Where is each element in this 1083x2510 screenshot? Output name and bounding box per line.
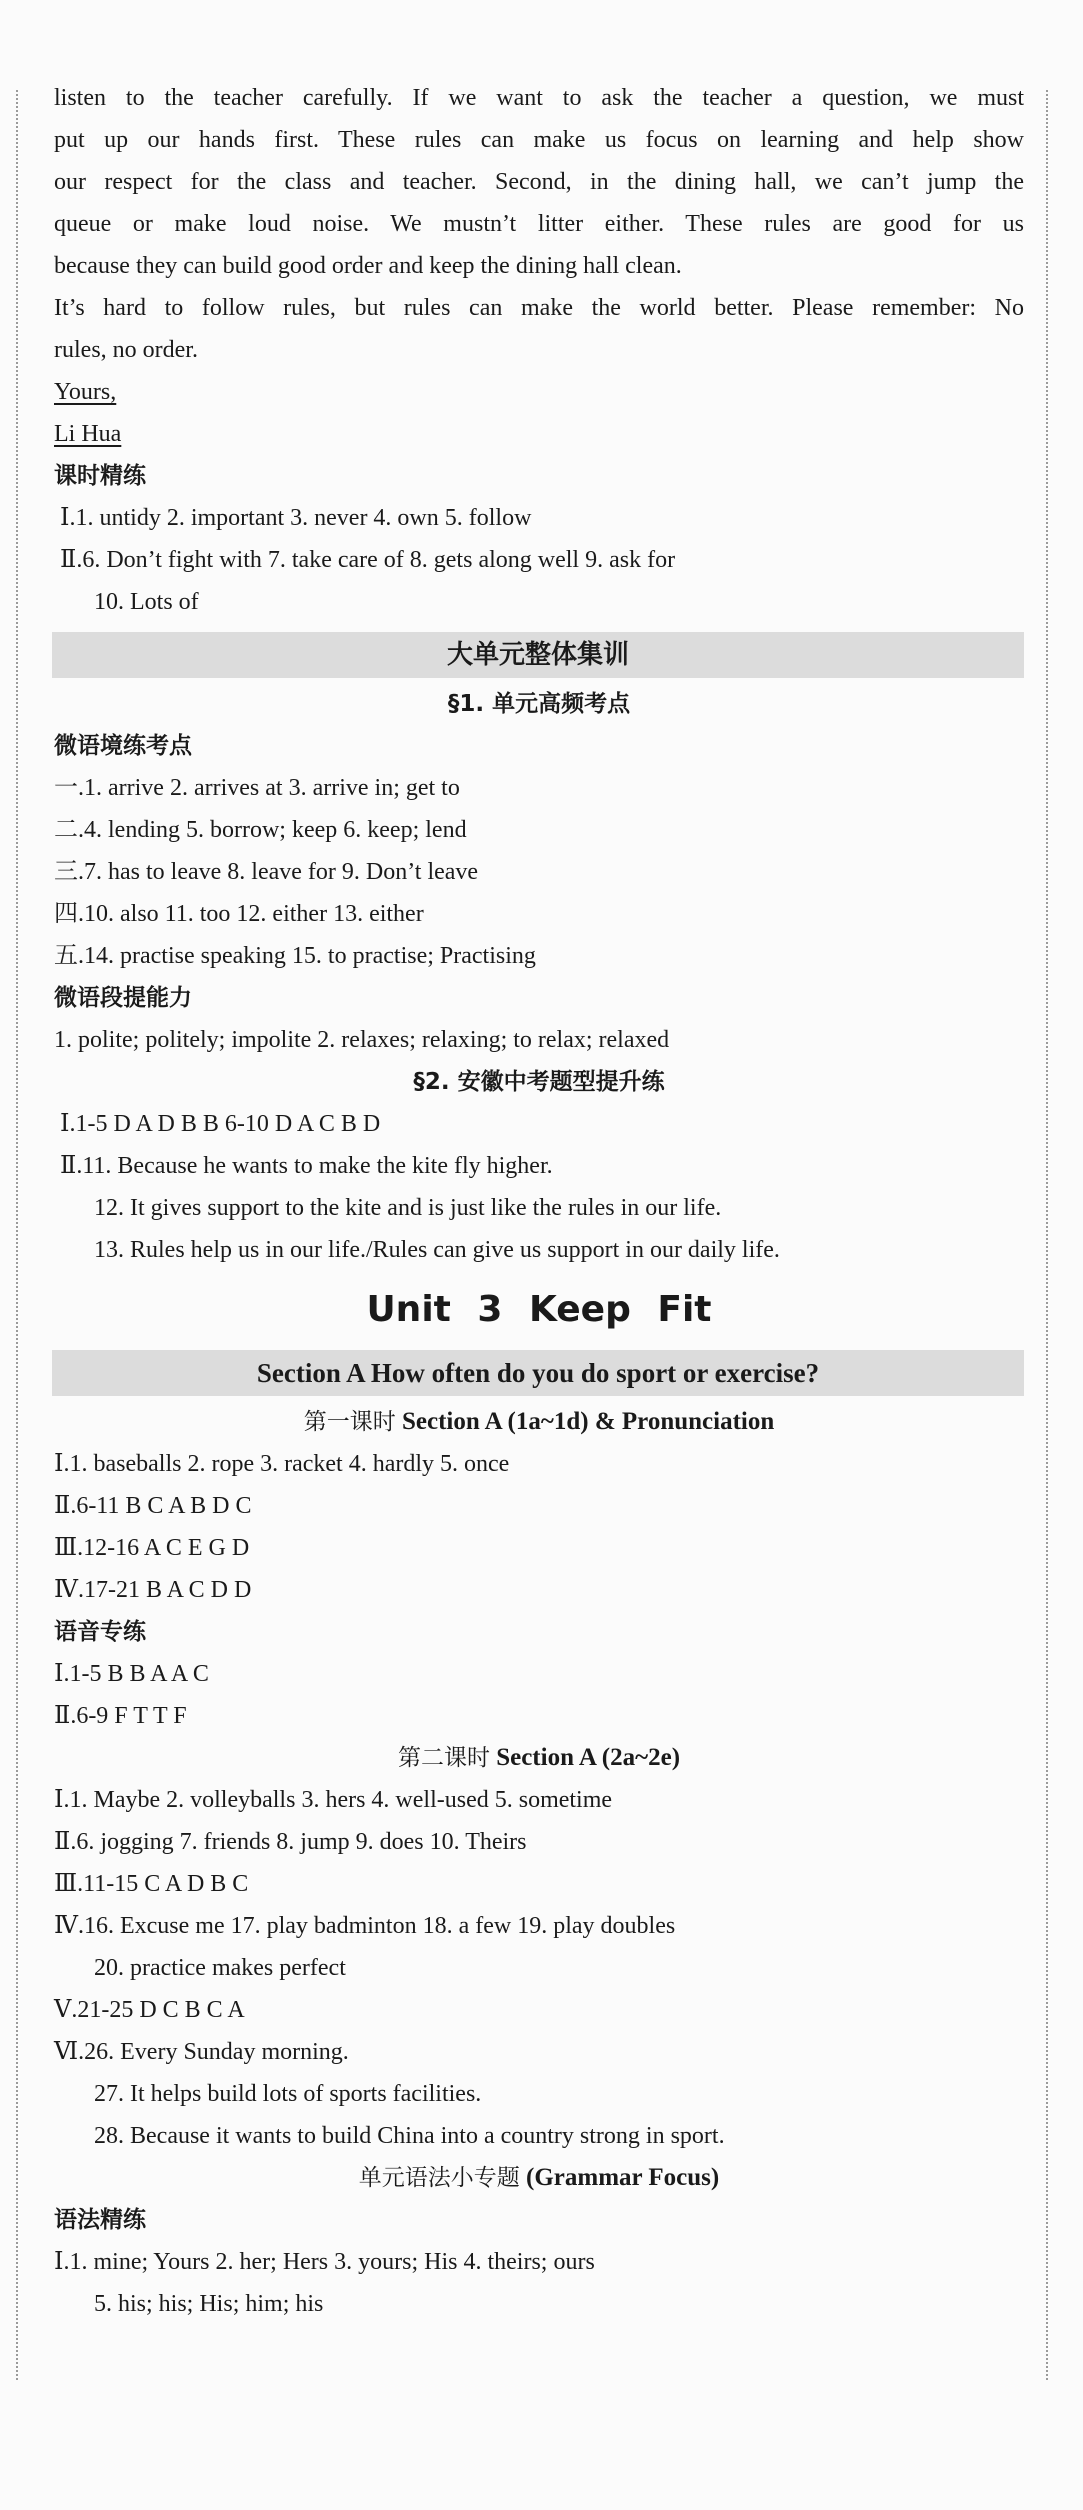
answer-row: 20. practice makes perfect bbox=[94, 1955, 346, 1981]
answer-row: 三.7. has to leave 8. leave for 9. Don’t leave bbox=[54, 859, 479, 885]
answer-row: Ⅲ.12-16 A C E G D bbox=[54, 1535, 250, 1561]
unit-review-banner: 大单元整体集训 bbox=[52, 632, 1024, 678]
section-heading: 课时精练 bbox=[54, 463, 146, 489]
answer-row: 五.14. practise speaking 15. to practise; Practising bbox=[54, 943, 536, 969]
answer-row: Ⅱ.6-9 F T T F bbox=[54, 1703, 187, 1729]
answer-row: Ⅱ.6. jogging 7. friends 8. jump 9. does 10. Theirs bbox=[54, 1829, 527, 1855]
answer-row: 28. Because it wants to build China into a country strong in sport. bbox=[94, 2123, 725, 2149]
lesson-title-cn: 第一课时 bbox=[303, 1409, 396, 1435]
letter-line: It’s hard to follow rules, but rules can make the world better. Please remember: No bbox=[54, 295, 1024, 321]
answer-row: Ⅰ.1. mine; Yours 2. her; Hers 3. yours; His 4. theirs; ours bbox=[54, 2249, 595, 2275]
answer-row: Ⅰ.1. baseballs 2. rope 3. racket 4. hardly 5. once bbox=[54, 1451, 510, 1477]
answer-row: Ⅲ.11-15 C A D B C bbox=[54, 1871, 249, 1897]
section-heading: 微语境练考点 bbox=[54, 733, 192, 759]
answer-row: 10. Lots of bbox=[94, 589, 199, 615]
section-heading: 语法精练 bbox=[54, 2207, 146, 2233]
answer-row: 一.1. arrive 2. arrives at 3. arrive in; get to bbox=[54, 775, 460, 801]
right-dotted-margin bbox=[1046, 90, 1048, 2380]
lesson-title-cn: 第二课时 bbox=[397, 1745, 490, 1771]
grammar-title-en: (Grammar Focus) bbox=[526, 2164, 720, 2191]
answer-row: Ⅳ.16. Excuse me 17. play badminton 18. a few 19. play doubles bbox=[54, 1913, 676, 1939]
answer-row: 二.4. lending 5. borrow; keep 6. keep; lend bbox=[54, 817, 467, 843]
subsection-title: §2. 安徽中考题型提升练 bbox=[413, 1069, 665, 1095]
letter-closing: Yours, bbox=[54, 379, 117, 405]
letter-line: put up our hands first. These rules can make us focus on learning and help show bbox=[54, 127, 1024, 153]
answer-row: Ⅴ.21-25 D C B C A bbox=[54, 1997, 245, 2023]
lesson-title-en: Section A (1a~1d) & Pronunciation bbox=[401, 1408, 775, 1435]
left-dotted-margin bbox=[16, 90, 18, 2380]
answer-row: Ⅱ.6-11 B C A B D C bbox=[54, 1493, 252, 1519]
letter-line: queue or make loud noise. We mustn’t litter either. These rules are good for us bbox=[54, 211, 1024, 237]
answer-row: 1. polite; politely; impolite 2. relaxes; relaxing; to relax; relaxed bbox=[54, 1027, 670, 1053]
answer-row: Ⅱ.6. Don’t fight with 7. take care of 8. gets along well 9. ask for bbox=[60, 547, 676, 573]
answer-row: Ⅰ.1-5 B B A A C bbox=[54, 1661, 209, 1687]
answer-row: Ⅰ.1. Maybe 2. volleyballs 3. hers 4. well-used 5. sometime bbox=[54, 1787, 613, 1813]
letter-line: listen to the teacher carefully. If we want to ask the teacher a question, we must bbox=[54, 85, 1024, 111]
answer-row: Ⅵ.26. Every Sunday morning. bbox=[54, 2039, 349, 2065]
answer-row: 12. It gives support to the kite and is just like the rules in our life. bbox=[94, 1195, 722, 1221]
grammar-title-cn: 单元语法小专题 bbox=[358, 2165, 520, 2191]
unit-title: Unit 3 Keep Fit bbox=[366, 1289, 712, 1330]
grammar-title bbox=[54, 2158, 1024, 2200]
answer-row: Ⅳ.17-21 B A C D D bbox=[54, 1577, 252, 1603]
section-heading: 语音专练 bbox=[54, 1619, 146, 1645]
answer-row: Ⅱ.11. Because he wants to make the kite fly higher. bbox=[60, 1153, 553, 1179]
answer-row: 四.10. also 11. too 12. either 13. either bbox=[54, 901, 424, 927]
lesson-title bbox=[54, 1738, 1024, 1780]
section-heading: 微语段提能力 bbox=[54, 985, 192, 1011]
subsection-title: §1. 单元高频考点 bbox=[447, 691, 631, 717]
answer-row: Ⅰ.1. untidy 2. important 3. never 4. own 5. follow bbox=[60, 505, 532, 531]
answer-row: 5. his; his; His; him; his bbox=[94, 2291, 324, 2317]
answer-page bbox=[54, 78, 1024, 2326]
letter-signature: Li Hua bbox=[54, 421, 122, 447]
answer-row: 13. Rules help us in our life./Rules can give us support in our daily life. bbox=[94, 1237, 780, 1263]
letter-line: our respect for the class and teacher. Second, in the dining hall, we can’t jump the bbox=[54, 169, 1024, 195]
answer-row: 27. It helps build lots of sports facilities. bbox=[94, 2081, 482, 2107]
lesson-title bbox=[54, 1402, 1024, 1444]
letter-line: rules, no order. bbox=[54, 337, 198, 363]
letter-line: because they can build good order and keep the dining hall clean. bbox=[54, 253, 682, 279]
lesson-title-en: Section A (2a~2e) bbox=[496, 1744, 681, 1771]
section-banner: Section A How often do you do sport or exercise? bbox=[52, 1350, 1024, 1396]
answer-row: Ⅰ.1-5 D A D B B 6-10 D A C B D bbox=[60, 1111, 381, 1137]
